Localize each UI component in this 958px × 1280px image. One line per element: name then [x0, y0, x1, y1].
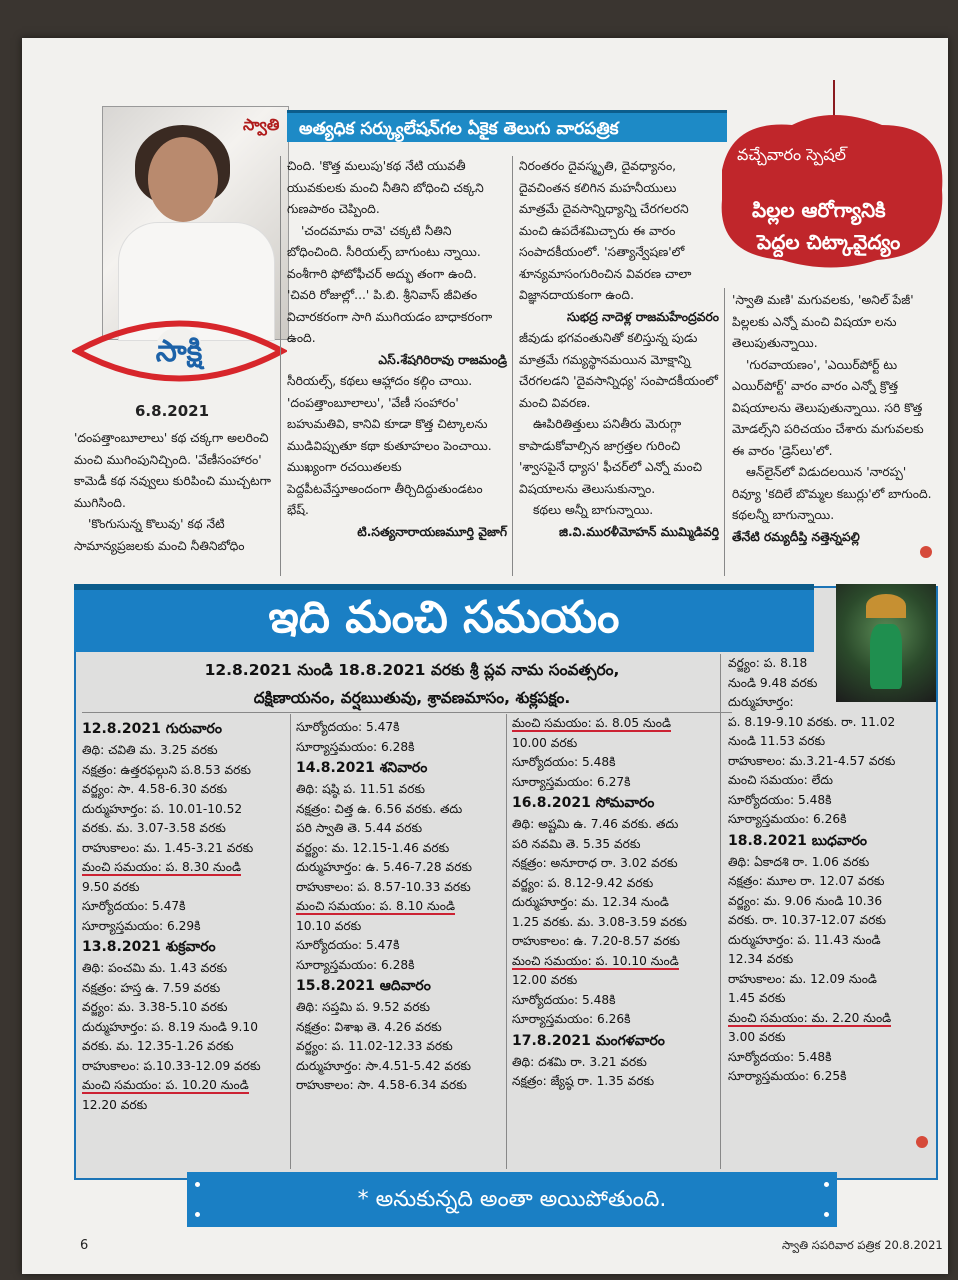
- panchangam-entry: తిథి: షష్ఠి ప. 11.51 వరకు: [296, 782, 426, 796]
- letters-column-4: [732, 290, 937, 548]
- footer-banner-text: * అనుకున్నది అంతా అయిపోతుంది.: [357, 1187, 667, 1212]
- panchangam-entry: 9.50 వరకు: [82, 879, 140, 894]
- panchangam-entry: సూర్యోదయం: 5.48కి: [728, 792, 832, 807]
- panchangam-entry: [728, 1009, 938, 1029]
- sakshi-logo-text: సాక్షి: [155, 334, 203, 369]
- panchangam-entry: దుర్ముహూర్తం: సా.4.51-5.42 వరకు: [296, 1058, 471, 1073]
- magazine-page: [22, 38, 948, 1274]
- panchangam-entry: వర్జ్యం: మ. 12.15-1.46 వరకు: [296, 840, 450, 855]
- good-time-entry: మంచి సమయం: ప. 8.05 నుండి: [512, 716, 671, 730]
- panchangam-entry: వరకు. మ. 12.35-1.26 వరకు: [82, 1039, 234, 1053]
- panchangam-entry: తిథి: అష్టమి ఉ. 7.46 వరకు. తదు: [512, 817, 679, 831]
- letter-text: ఊపిరితిత్తులు పనితీరు మెరుగ్గా కాపాడుకోవాల్సిన జాగ్రత్తల గురించి 'శ్వాసపైనే ధ్యాస' ఫీచర్‌లో ఎన్నో మంచి విషయాలను తెలుసుకున్నాం.: [519, 417, 703, 496]
- day-heading: 17.8.2021 మంగళవారం: [512, 1032, 665, 1049]
- panchangam-column-1: [82, 718, 287, 1115]
- letter-signature: తేనేటి రమ్యదీప్తి నత్తెన్నపల్లి: [732, 529, 860, 544]
- panchangam-entry: పరి నవమి తె. 5.35 వరకు: [512, 836, 641, 851]
- panchangam-subheading: [92, 656, 732, 712]
- panchangam-entry: తిథి: చవితి మ. 3.25 వరకు: [82, 743, 218, 757]
- panchangam-entry: దుర్ముహూర్తం: ప. 8.19 నుండి 9.10: [82, 1019, 258, 1034]
- panchangam-entry: రాహుకాలం: ఉ. 7.20-8.57 వరకు: [512, 934, 681, 948]
- panchangam-entry: సూర్యాస్తమయం: 6.28కి: [296, 957, 415, 972]
- magazine-cover-image: [102, 106, 289, 340]
- letter-text: నిరంతరం దైవస్మృతి, దైవధ్యానం, దైవచింతన కలిగిన మహనీయులు మాత్రమే దైవసాన్నిధ్యాన్ని చేరగలరని మంచి ఉపదేశమిచ్చారు ఈ వారం సంపాదకీయంలో. 'సత్యాన్వేషణ'లో శూన్యమాసంగురించిన వివరణ చాలా విజ్ఞానదాయకంగా ఉంది.: [519, 159, 692, 302]
- subheading-line-2: దక్షిణాయనం, వర్షఋతువు, శ్రావణమాసం, శుక్లపక్షం.: [253, 689, 571, 707]
- letter-text: 'చందమామ రావె' చక్కటి నీతిని బోధించింది. సీరియల్స్ బాగుంటు న్నాయి. వంశీగారి ఫోటోఫీచర్ అద్భు తంగా ఉంది. 'చివరి రోజుల్లో...' పి.బి. శ్రీనివాస్ జీవితం విచారకరంగా సాగి ముగియడం బాధాకరంగా ఉంది.: [287, 223, 493, 345]
- panchangam-entry: సూర్యోదయం: 5.48కి: [728, 1049, 832, 1064]
- panchangam-entry: సూర్యాస్తమయం: 6.28కి: [296, 739, 415, 754]
- letter-signature: ఎస్.శేషగిరిరావు రాజమండ్రి: [378, 352, 507, 367]
- letter-signature: జి.వి.మురళీమోహన్ ముమ్మిడివర్తి: [559, 524, 719, 539]
- panchangam-entry: [296, 897, 501, 917]
- letter-text: 'కొంగుసున్న కొలువు' కథ నేటి సామాన్యప్రజలకు మంచి నీతినిబోధిం: [74, 517, 245, 553]
- panchangam-entry: సూర్యాస్తమయం: 6.29కి: [82, 918, 201, 933]
- page-footer: స్వాతి సపరివార పత్రిక 20.8.2021: [782, 1238, 943, 1252]
- day-heading: 14.8.2021 శనివారం: [296, 760, 428, 776]
- panchangam-column-2: [296, 718, 501, 1096]
- panchangam-entry: 12.00 వరకు: [512, 973, 578, 987]
- section-end-mark: [920, 546, 932, 558]
- day-heading: 12.8.2021 గురువారం: [82, 721, 222, 737]
- panchangam-entry: తిథి: ఏకాదశి రా. 1.06 వరకు: [728, 854, 870, 869]
- panchangam-entry: సూర్యోదయం: 5.48కి: [512, 755, 616, 769]
- panchangam-entry: నక్షత్రం: విశాఖ తె. 4.26 వరకు: [296, 1019, 442, 1034]
- panchangam-entry: దుర్ముహూర్తం: ప. 11.43 నుండి: [728, 932, 881, 947]
- panchangam-entry: ప. 8.19-9.10 వరకు. రా. 11.02: [728, 714, 896, 729]
- good-time-entry: మంచి సమయం: మ. 2.20 నుండి: [728, 1010, 892, 1025]
- panchangam-entry: రాహుకాలం: సా. 4.58-6.34 వరకు: [296, 1078, 467, 1092]
- panchangam-entry: రాహుకాలం: మ. 12.09 నుండి: [728, 971, 877, 986]
- panchangam-entry: వర్జ్యం: మ. 9.06 నుండి 10.36: [728, 893, 883, 908]
- panchangam-entry: వరకు. మ. 3.07-3.58 వరకు: [82, 821, 226, 835]
- good-time-entry: మంచి సమయం: ప. 8.30 నుండి: [82, 860, 241, 874]
- panchangam-entry: సూర్యోదయం: 5.47కి: [82, 899, 186, 913]
- letter-text: ఆన్‌లైన్‌లో విడుదలయిన 'నారప్ప' రివ్యూ 'కదిలే బొమ్మల కబుర్లు'లో బాగుంది. కథలన్నీ బాగున్నాయి.: [732, 465, 932, 522]
- panchangam-entry: నక్షత్రం: ఉత్తరఫల్గుని ప.8.53 వరకు: [82, 762, 251, 777]
- letter-text: 'స్వాతి మణి' మగువలకు, 'అనిల్ పేజీ' పిల్లలకు ఎన్నో మంచి విషయా లను తెలుపుతున్నాయి.: [732, 293, 914, 350]
- panchangam-entry: [82, 1076, 287, 1096]
- sakshi-logo: [72, 306, 287, 396]
- special-headline-1: పిల్లల ఆరోగ్యానికి: [752, 198, 886, 222]
- panchangam-entry: వర్జ్యం: ప. 11.02-12.33 వరకు: [296, 1039, 453, 1053]
- panchangam-entry: నక్షత్రం: అనూరాధ రా. 3.02 వరకు: [512, 856, 678, 870]
- panchangam-entry: సూర్యోదయం: 5.47కి: [296, 938, 400, 952]
- letter-signature: టి.సత్యనారాయణమూర్తి వైజాగ్: [357, 524, 507, 539]
- panchangam-entry: పరి స్వాతి తె. 5.44 వరకు: [296, 821, 423, 835]
- panchangam-entry: సూర్యోదయం: 5.47కి: [296, 720, 400, 734]
- panchangam-entry: [512, 952, 712, 972]
- day-heading: 16.8.2021 సోమవారం: [512, 795, 655, 811]
- letter-text: సీరియల్స్, కథలు ఆహ్లాదం కల్గిం చాయి. 'దంపత్తాంబూలాలు', 'వేణీ సంహారం' బహుమతివి, కానివి కూడా కొత్త చిట్కాలను ముడివిప్పుతూ కథా కుతూహలం పెంచాయి. ముఖ్యంగా రచయితలకు పెద్దపీటవేస్తూఅందంగా తీర్చిదిద్దుతుండటం భేష్.: [287, 374, 492, 517]
- subheading-line-1: 12.8.2021 నుండి 18.8.2021 వరకు శ్రీ ప్లవ నామ సంవత్సరం,: [204, 661, 620, 679]
- panchangam-column-4: [728, 654, 938, 1087]
- section-end-mark: [916, 1136, 928, 1148]
- panchangam-entry: 10.00 వరకు: [512, 735, 578, 750]
- panchangam-entry: నక్షత్రం: మూల రా. 12.07 వరకు: [728, 874, 885, 888]
- panchangam-entry: సూర్యాస్తమయం: 6.26కి: [512, 1012, 631, 1026]
- panchangam-entry: దుర్ముహూర్తం: ఉ. 5.46-7.28 వరకు: [296, 860, 473, 874]
- panchangam-entry: 10.10 వరకు: [296, 918, 362, 933]
- panchangam-entry: వర్జ్యం: ప. 8.18: [728, 656, 808, 670]
- good-time-entry: మంచి సమయం: ప. 8.10 నుండి: [296, 899, 455, 913]
- letter-date: 6.8.2021: [135, 402, 210, 420]
- panchangam-entry: నక్షత్రం: చిత్త ఉ. 6.56 వరకు. తదు: [296, 801, 463, 816]
- day-heading: 13.8.2021 శుక్రవారం: [82, 939, 216, 955]
- panchangam-entry: దుర్ముహూర్తం: ప. 10.01-10.52: [82, 801, 243, 816]
- letter-text: 'దంపత్తాంబూలాలు' కథ చక్కగా అలరించి మంచి ముగింపునిచ్చింది. 'వేణీసంహారం' కామెడీ కథ నవ్వులు కురిపించి ముచ్చటగా ముగిసింది.: [74, 431, 271, 510]
- panchangam-entry: రాహుకాలం: ప. 8.57-10.33 వరకు: [296, 879, 471, 894]
- panchangam-entry: రాహుకాలం: ప.10.33-12.09 వరకు: [82, 1058, 261, 1073]
- magazine-logo: స్వాతి: [243, 115, 280, 134]
- panchangam-entry: 12.34 వరకు: [728, 952, 794, 966]
- panchangam-entry: దుర్ముహూర్తం: మ. 12.34 నుండి: [512, 895, 669, 909]
- day-heading: 15.8.2021 ఆదివారం: [296, 978, 431, 994]
- panchangam-entry: వరకు. రా. 10.37-12.07 వరకు: [728, 913, 886, 927]
- good-time-entry: మంచి సమయం: ప. 10.10 నుండి: [512, 953, 679, 968]
- panchangam-entry: నక్షత్రం: హస్త ఉ. 7.59 వరకు: [82, 980, 221, 995]
- page-number: 6: [80, 1238, 89, 1253]
- letters-column-2: [287, 156, 507, 543]
- panchangam-entry: సూర్యాస్తమయం: 6.25కి: [728, 1069, 847, 1083]
- panchangam-entry: తిథి: సప్తమి ప. 9.52 వరకు: [296, 1000, 430, 1014]
- panchangam-entry: తిథి: దశమి రా. 3.21 వరకు: [512, 1054, 647, 1069]
- section-title: ఇది మంచి సమయం: [268, 592, 620, 643]
- next-week-special-badge: [712, 80, 948, 258]
- panchangam-entry: వర్జ్యం: మ. 3.38-5.10 వరకు: [82, 1000, 228, 1014]
- section-title-bar: [74, 584, 814, 652]
- letters-column-3: [519, 156, 719, 543]
- panchangam-entry: మంచి సమయం: లేదు: [728, 773, 834, 787]
- day-heading: 18.8.2021 బుధవారం: [728, 832, 867, 849]
- panchangam-column-3: [512, 714, 712, 1092]
- panchangam-entry: సూర్యాస్తమయం: 6.26కి: [728, 812, 847, 826]
- panchangam-entry: నుండి 11.53 వరకు: [728, 734, 826, 748]
- panchangam-entry: 1.25 వరకు. మ. 3.08-3.59 వరకు: [512, 914, 687, 929]
- good-time-entry: మంచి సమయం: ప. 10.20 నుండి: [82, 1078, 249, 1092]
- letter-text: 'గురవాయణం', 'ఎయిర్‌పోర్ట్ టు ఎయిర్‌పోర్ట్' వారం వారం ఎన్నో క్రొత్త విషయాలను తెలుపుతున్నాయి. సరి కొత్త మోడల్స్‌ని పరిచయం చేశారు మగువలకు ఈ వారం 'డ్రెస్‌లు'లో.: [732, 357, 924, 458]
- panchangam-entry: రాహుకాలం: మ.3.21-4.57 వరకు: [728, 753, 896, 768]
- panchangam-entry: 1.45 వరకు: [728, 991, 786, 1005]
- footer-banner: [187, 1172, 837, 1227]
- panchangam-entry: 12.20 వరకు: [82, 1097, 148, 1112]
- letter-text: చింది. 'కొత్త మలుపు'కథ నేటి యువతీ యువకులకు మంచి నీతిని బోధించి చక్కని గుణపాఠం చెప్పింది.: [287, 159, 484, 216]
- panchangam-entry: నుండి 9.48 వరకు: [728, 675, 818, 690]
- panchangam-entry: నక్షత్రం: జ్యేష్ఠ రా. 1.35 వరకు: [512, 1074, 655, 1088]
- panchangam-entry: [82, 858, 287, 878]
- panchangam-entry: తిథి: పంచమి మ. 1.43 వరకు: [82, 961, 228, 975]
- panchangam-entry: సూర్యోదయం: 5.48కి: [512, 992, 616, 1007]
- panchangam-entry: 3.00 వరకు: [728, 1030, 786, 1044]
- panchangam-entry: వర్జ్యం: సా. 4.58-6.30 వరకు: [82, 782, 228, 796]
- special-label: వచ్చేవారం స్పెషల్: [737, 145, 846, 164]
- panchangam-entry: వర్జ్యం: ప. 8.12-9.42 వరకు: [512, 875, 654, 890]
- letter-text: కథలు అన్నీ బాగున్నాయి.: [533, 503, 654, 517]
- circulation-banner: అత్యధిక సర్క్యులేషన్‌గల ఏకైక తెలుగు వారపత్రిక: [287, 110, 727, 142]
- panchangam-entry: రాహుకాలం: మ. 1.45-3.21 వరకు: [82, 840, 254, 855]
- panchangam-entry: దుర్ముహూర్తం:: [728, 695, 794, 709]
- panchangam-entry: [512, 714, 712, 734]
- letter-signature: సుభద్ర నాదెళ్ల రాజమహేంద్రవరం: [566, 309, 719, 324]
- special-headline-2: పెద్దల చిట్కావైద్యం: [757, 230, 901, 254]
- letter-text: జీవుడు భగవంతునితో కలిస్తున్న పుడు మాత్రమే గమ్యస్థానమయిన మోక్షాన్ని చేరగలడని 'దైవసాన్నిధ్య' సంపాదకీయంలో మంచి వివరణ.: [519, 331, 718, 410]
- letters-column-1: [74, 428, 274, 557]
- panchangam-entry: సూర్యాస్తమయం: 6.27కి: [512, 774, 631, 789]
